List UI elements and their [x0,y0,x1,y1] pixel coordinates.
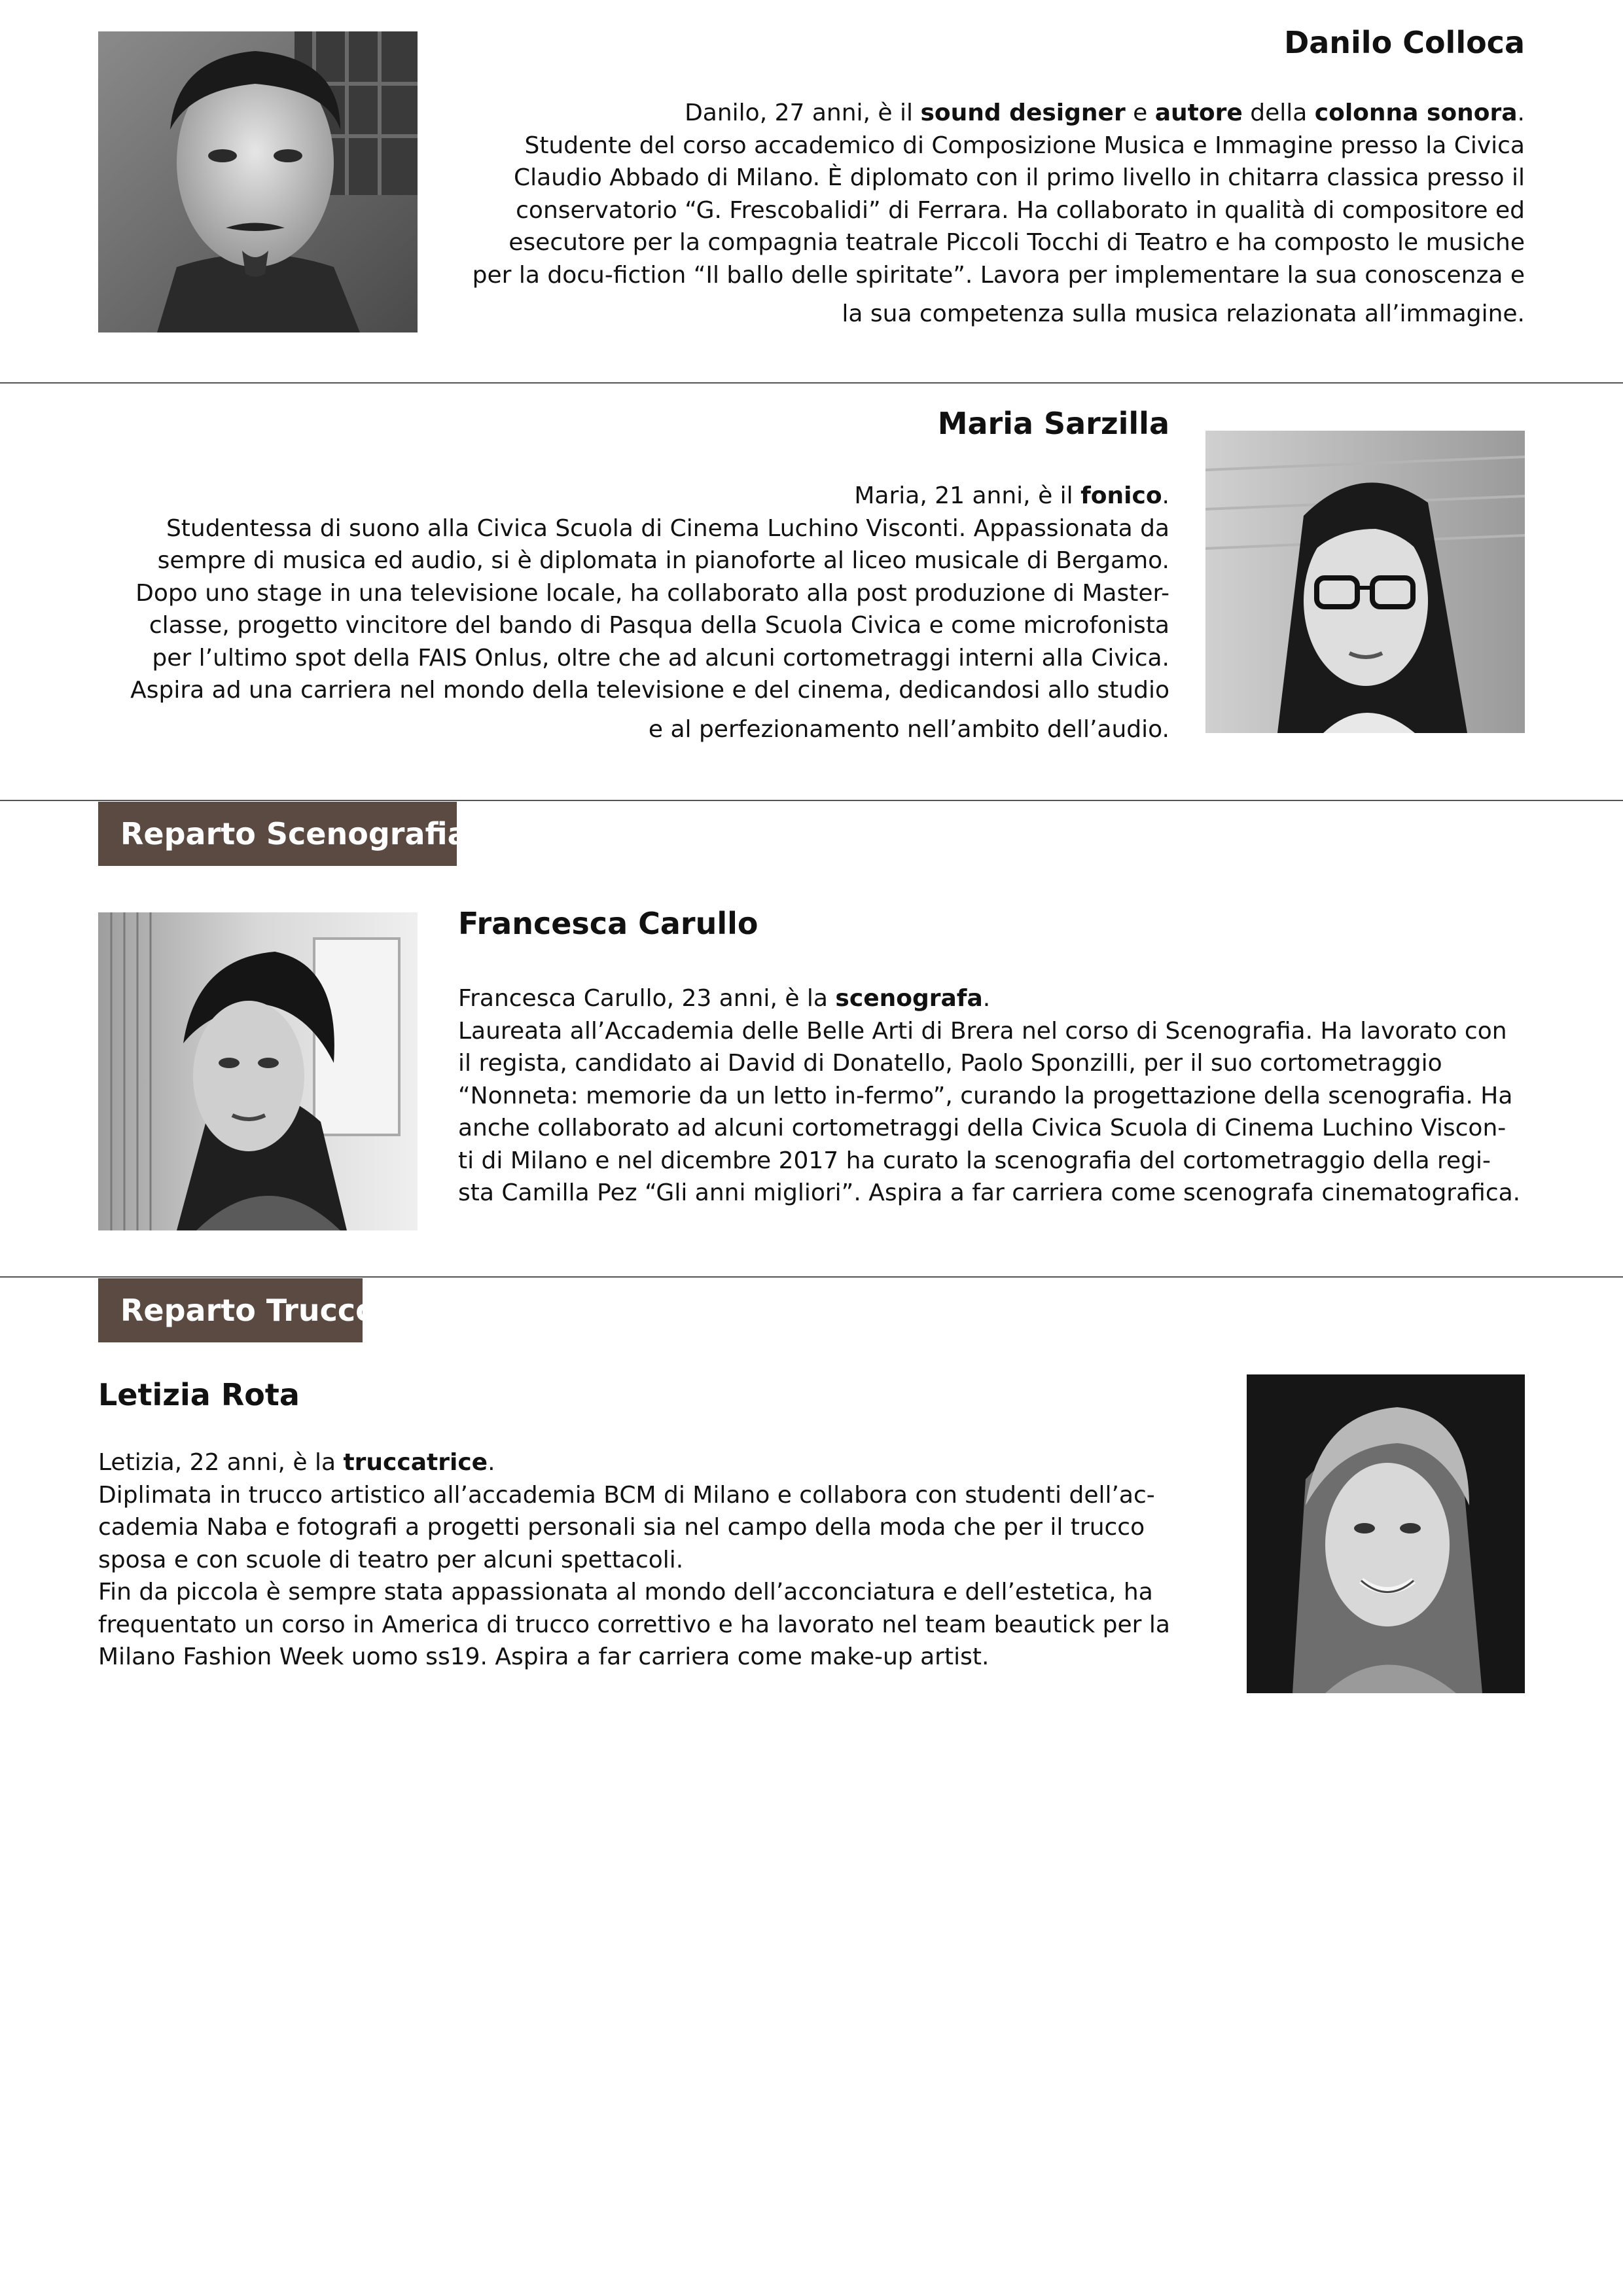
profile-name-letizia: Letizia Rota [98,1377,300,1412]
bio-line: Laureata all’Accademia delle Belle Arti di Brera nel corso di Scenografia. Ha lavorato con [458,1017,1507,1045]
section-divider [0,800,1623,801]
bio-line: cademia Naba e fotografi a progetti personali sia nel campo della moda che per il trucco [98,1514,1145,1541]
portrait-photo-danilo [98,31,418,332]
portrait-photo-francesca [98,912,418,1230]
bio-line: la sua competenza sulla musica relazionata all’immagine. [842,300,1525,327]
bio-line: Studente del corso accademico di Composizione Musica e Immagine presso la Civica [524,132,1525,159]
bio-line: sempre di musica ed audio, si è diplomata in pianoforte al liceo musicale di Bergamo. [157,547,1169,574]
bio-line: esecutore per la compagnia teatrale Piccoli Tocchi di Teatro e ha composto le musiche [508,229,1525,256]
bio-line: sta Camilla Pez “Gli anni migliori”. Aspira a far carriera come scenografa cinematografica. [458,1179,1521,1206]
section-tab-scenografia: Reparto Scenografia [98,802,457,866]
profile-name-maria: Maria Sarzilla [937,406,1169,441]
bio-intro-line: Letizia, 22 anni, è la truccatrice. [98,1449,495,1476]
profile-bio-francesca [458,982,1520,1210]
bio-line: per la docu-fiction “Il ballo delle spiritate”. Lavora per implementare la sua conoscenza e [472,261,1525,289]
bio-intro-line: Maria, 21 anni, è il fonico. [854,482,1169,509]
bio-line: Studentessa di suono alla Civica Scuola di Cinema Luchino Visconti. Appassionata da [166,514,1169,542]
bio-line: frequentato un corso in America di trucco correttivo e ha lavorato nel team beautick per la [98,1611,1170,1638]
portrait-photo-letizia [1247,1374,1525,1693]
bio-line: e al perfezionamento nell’ambito dell’audio. [648,715,1169,743]
bio-intro-line: Danilo, 27 anni, è il sound designer e autore della colonna sonora. [685,99,1525,126]
bio-line: Dopo uno stage in una televisione locale, ha collaborato alla post produzione di Master- [135,579,1169,607]
profile-bio-letizia [98,1446,1170,1674]
portrait-photo-maria [1205,431,1525,733]
bio-intro-line: Francesca Carullo, 23 anni, è la scenografa. [458,985,991,1012]
profile-name-danilo: Danilo Colloca [1284,25,1525,60]
bio-line: classe, progetto vincitore del bando di Pasqua della Scuola Civica e come microfonista [149,612,1169,639]
role-highlight: truccatrice [343,1449,488,1476]
bio-line: sposa e con scuole di teatro per alcuni spettacoli. [98,1546,684,1573]
bio-line: Diplimata in trucco artistico all’accademia BCM di Milano e collabora con studenti dell’ac- [98,1481,1155,1509]
bio-line: Milano Fashion Week uomo ss19. Aspira a far carriera come make-up artist. [98,1643,990,1670]
bio-line: conservatorio “G. Frescobalidi” di Ferrara. Ha collaborato in qualità di compositore ed [516,196,1525,224]
bio-line: per l’ultimo spot della FAIS Onlus, oltre che ad alcuni cortometraggi interni alla Civica. [152,644,1169,672]
role-highlight: autore [1154,99,1243,126]
bio-line: “Nonneta: memorie da un letto in-fermo”, curando la progettazione della scenografia. Ha [458,1082,1513,1109]
section-tab-trucco: Reparto Trucco [98,1278,363,1342]
role-highlight: fonico [1080,482,1162,509]
role-highlight: scenografa [835,985,983,1012]
bio-line: ti di Milano e nel dicembre 2017 ha curato la scenografia del cortometraggio della regi- [458,1147,1491,1174]
role-highlight: sound designer [920,99,1126,126]
bio-line: Claudio Abbado di Milano. È diplomato con il primo livello in chitarra classica presso il [513,164,1525,191]
bio-line: anche collaborato ad alcuni cortometraggi della Civica Scuola di Cinema Luchino Viscon- [458,1115,1507,1141]
profile-bio-maria [130,480,1169,745]
section-divider [0,1276,1623,1278]
role-highlight: colonna sonora [1314,99,1518,126]
section-divider [0,382,1623,384]
profile-bio-danilo [473,97,1525,331]
bio-line: Fin da piccola è sempre stata appassionata al mondo dell’acconciatura e dell’estetica, ha [98,1579,1153,1605]
bio-line: il regista, candidato ai David di Donatello, Paolo Sponzilli, per il suo cortometraggio [458,1050,1442,1077]
bio-line: Aspira ad una carriera nel mondo della televisione e del cinema, dedicandosi allo studio [130,677,1169,704]
profile-name-francesca: Francesca Carullo [458,906,758,941]
